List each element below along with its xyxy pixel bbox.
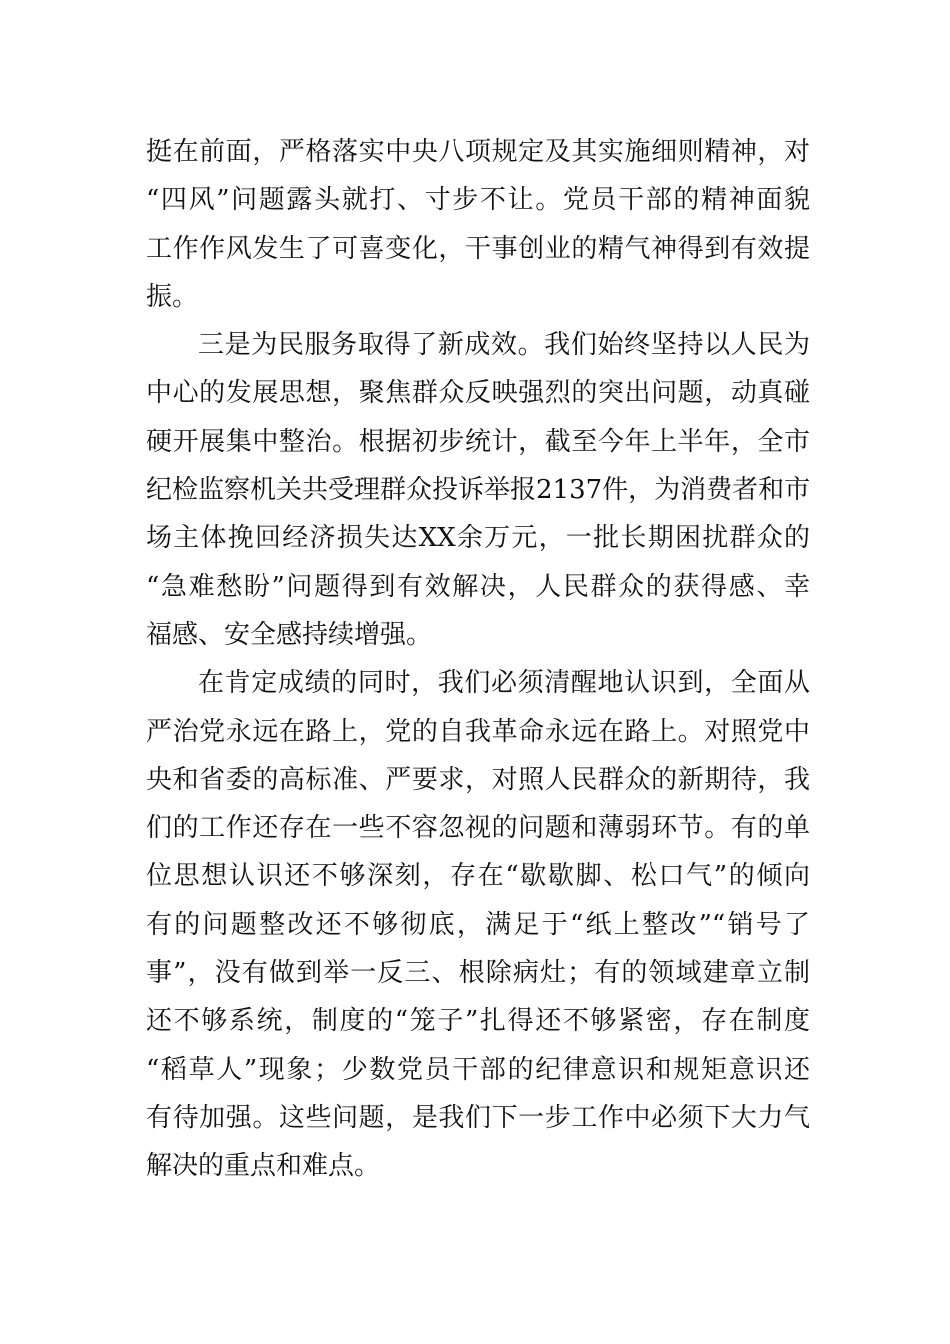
- paragraph-3-line-6: 有的问题整改还不够彻底，满足于“纸上整改”“销号了: [146, 909, 810, 940]
- paragraph-3-line-9: “稻草人”现象；少数党员干部的纪律意识和规矩意识还: [146, 1054, 810, 1085]
- paragraph-3-line-10: 有待加强。这些问题，是我们下一步工作中必须下大力气: [146, 1102, 810, 1133]
- paragraph-3-line-1: 在肯定成绩的同时，我们必须清醒地认识到，全面从: [198, 668, 810, 699]
- paragraph-2-line-1: 三是为民服务取得了新成效。我们始终坚持以人民为: [198, 330, 810, 361]
- document-body: [146, 128, 810, 1191]
- paragraph-2-line-6: “急难愁盼”问题得到有效解决，人民群众的获得感、幸: [146, 571, 810, 602]
- paragraph-1-line-2: “四风”问题露头就打、寸步不让。党员干部的精神面貌: [146, 185, 810, 216]
- paragraph-2-line-3: 硬开展集中整治。根据初步统计，截至今年上半年，全市: [146, 426, 810, 457]
- paragraph-1-line-1: 挺在前面，严格落实中央八项规定及其实施细则精神，对: [146, 137, 810, 167]
- paragraph-3-line-4: 们的工作还存在一些不容忽视的问题和薄弱环节。有的单: [146, 813, 810, 844]
- paragraph-2-line-5: 场主体挽回经济损失达XX余万元，一批长期困扰群众的: [146, 523, 810, 554]
- paragraph-1-line-4: 振。: [146, 281, 199, 312]
- paragraph-3-line-3: 央和省委的高标准、严要求，对照人民群众的新期待，我: [146, 764, 810, 795]
- paragraph-2-line-7: 福感、安全感持续增强。: [146, 619, 433, 650]
- paragraph-2-line-2: 中心的发展思想，聚焦群众反映强烈的突出问题，动真碰: [146, 378, 810, 409]
- paragraph-1-line-3: 工作作风发生了可喜变化，干事创业的精气神得到有效提: [146, 233, 810, 264]
- paragraph-3-line-11: 解决的重点和难点。: [146, 1151, 381, 1182]
- paragraph-3-line-8: 还不够系统，制度的“笼子”扎得还不够紧密，存在制度: [146, 1006, 810, 1037]
- paragraph-2-line-4: 纪检监察机关共受理群众投诉举报2137件，为消费者和市: [146, 475, 811, 506]
- paragraph-3-line-2: 严治党永远在路上，党的自我革命永远在路上。对照党中: [146, 716, 810, 747]
- paragraph-3-line-5: 位思想认识还不够深刻，存在“歇歇脚、松口气”的倾向: [146, 861, 810, 892]
- paragraph-3-line-7: 事”，没有做到举一反三、根除病灶；有的领域建章立制: [146, 958, 810, 989]
